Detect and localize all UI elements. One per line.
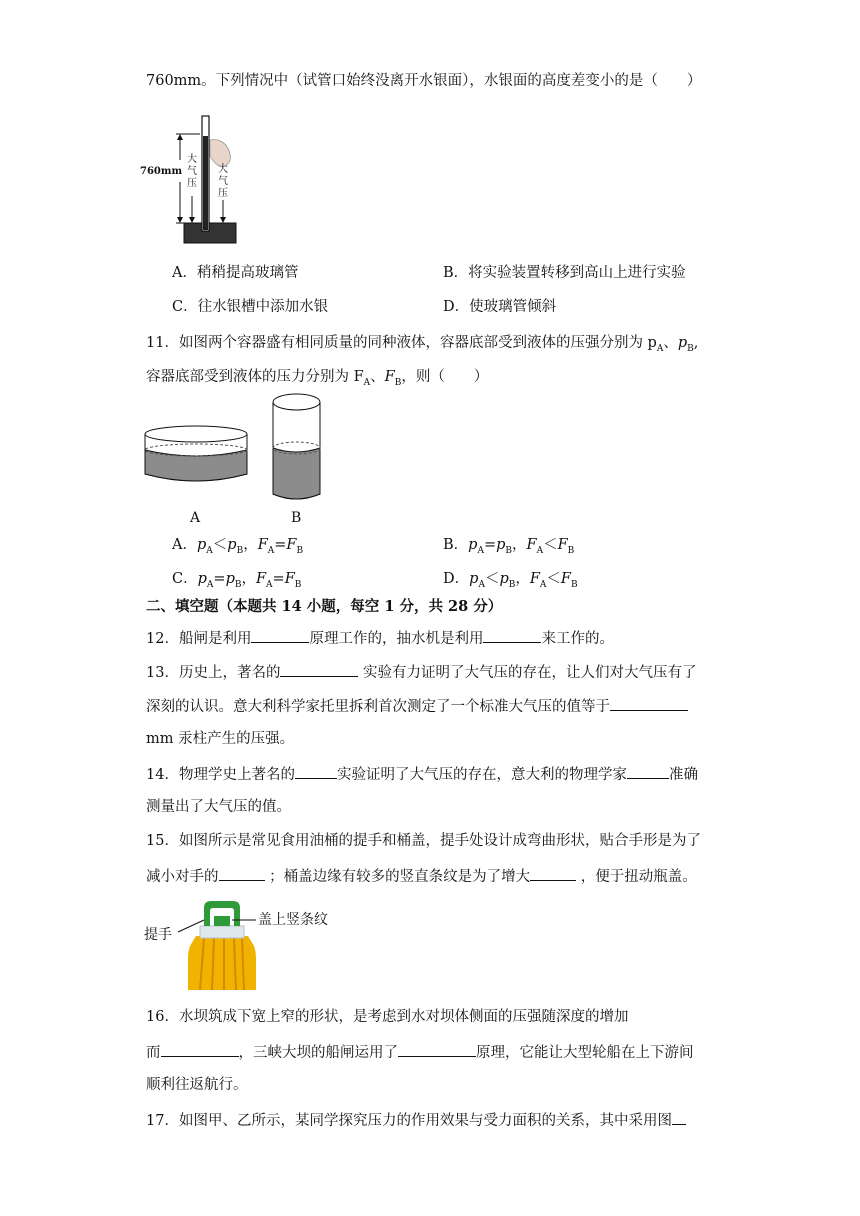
q12-blank-2[interactable] — [483, 626, 541, 643]
q10-option-c[interactable]: C．往水银槽中添加水银 — [172, 299, 329, 315]
section-title: 二、填空题（本题共 14 小题，每空 1 分，共 28 分） — [146, 598, 503, 615]
container-b-label: B — [291, 510, 302, 526]
container-a-label: A — [190, 510, 201, 526]
q15-blank-2[interactable] — [530, 864, 576, 881]
q11-line2: 容器底部受到液体的压力分别为 $F_A$、$F_B$，则（ ） — [146, 369, 489, 388]
q16-line2: 而 ，三峡大坝的船闸运用了 原理，它能让大型轮船在上下游间 — [146, 1040, 694, 1064]
q15-line1: 15．如图所示是常见食用油桶的提手和桶盖，提手处设计成弯曲形状，贴合手形是为了 — [146, 833, 701, 849]
q13-blank-1[interactable] — [280, 660, 358, 677]
oil-bottle-figure — [144, 896, 364, 992]
q13-line2: 深刻的认识。意大利科学家托里拆利首次测定了一个标准大气压的值等于 — [146, 694, 688, 718]
torricelli-figure — [140, 110, 250, 250]
q14-line2: 测量出了大气压的值。 — [146, 799, 291, 815]
q15-line2: 减小对手的 ；桶盖边缘有较多的竖直条纹是为了增大 ，便于扭动瓶盖。 — [146, 864, 697, 888]
q12-blank-1[interactable] — [251, 626, 309, 643]
q13-blank-2[interactable] — [610, 694, 688, 711]
containers-figure — [140, 390, 330, 530]
q10-option-d[interactable]: D．使玻璃管倾斜 — [443, 299, 557, 315]
q17-blank-1[interactable] — [672, 1108, 686, 1125]
q13-line3: mm 汞柱产生的压强。 — [146, 731, 295, 747]
fig-right-pressure-label: 大气压 — [218, 164, 228, 199]
q11-option-a[interactable]: A．$p_A<p_B$，$F_A=F_B$ — [172, 537, 304, 556]
cap-label: 盖上竖条纹 — [258, 912, 328, 928]
q10-stem: 760mm。下列情况中（试管口始终没离开水银面），水银面的高度差变小的是（ ） — [146, 73, 702, 89]
q14-blank-1[interactable] — [295, 762, 337, 779]
q16-line3: 顺利往返航行。 — [146, 1077, 248, 1093]
q11-option-d[interactable]: D．$p_A<p_B$，$F_A<F_B$ — [443, 571, 578, 590]
q16-blank-1[interactable] — [161, 1040, 239, 1057]
q14-blank-2[interactable] — [627, 762, 669, 779]
q14-line1: 14．物理学史上著名的 实验证明了大气压的存在，意大利的物理学家 准确 — [146, 762, 698, 786]
q16-line1: 16．水坝筑成下宽上窄的形状，是考虑到水对坝体侧面的压强随深度的增加 — [146, 1009, 629, 1025]
q12: 12．船闸是利用 原理工作的，抽水机是利用 来工作的。 — [146, 626, 614, 650]
q10-option-a[interactable]: A．稍稍提高玻璃管 — [172, 265, 299, 281]
fig-height-label: 760mm — [140, 166, 183, 177]
q13-line1: 13．历史上，著名的 实验有力证明了大气压的存在，让人们对大气压有了 — [146, 660, 697, 684]
handle-label: 提手 — [144, 927, 172, 943]
q16-blank-2[interactable] — [398, 1040, 476, 1057]
q11-option-b[interactable]: B．$p_A=p_B$，$F_A<F_B$ — [443, 537, 575, 556]
fig-left-pressure-label: 大气压 — [187, 154, 197, 189]
q17-line1: 17．如图甲、乙所示，某同学探究压力的作用效果与受力面积的关系，其中采用图 — [146, 1108, 686, 1132]
q11-line1: 11．如图两个容器盛有相同质量的同种液体，容器底部受到液体的压强分别为 $p_A$、$p_B$, — [146, 335, 699, 354]
q15-blank-1[interactable] — [219, 864, 265, 881]
q10-option-b[interactable]: B．将实验装置转移到高山上进行实验 — [443, 265, 686, 281]
q11-option-c[interactable]: C．$p_A=p_B$，$F_A=F_B$ — [172, 571, 302, 590]
